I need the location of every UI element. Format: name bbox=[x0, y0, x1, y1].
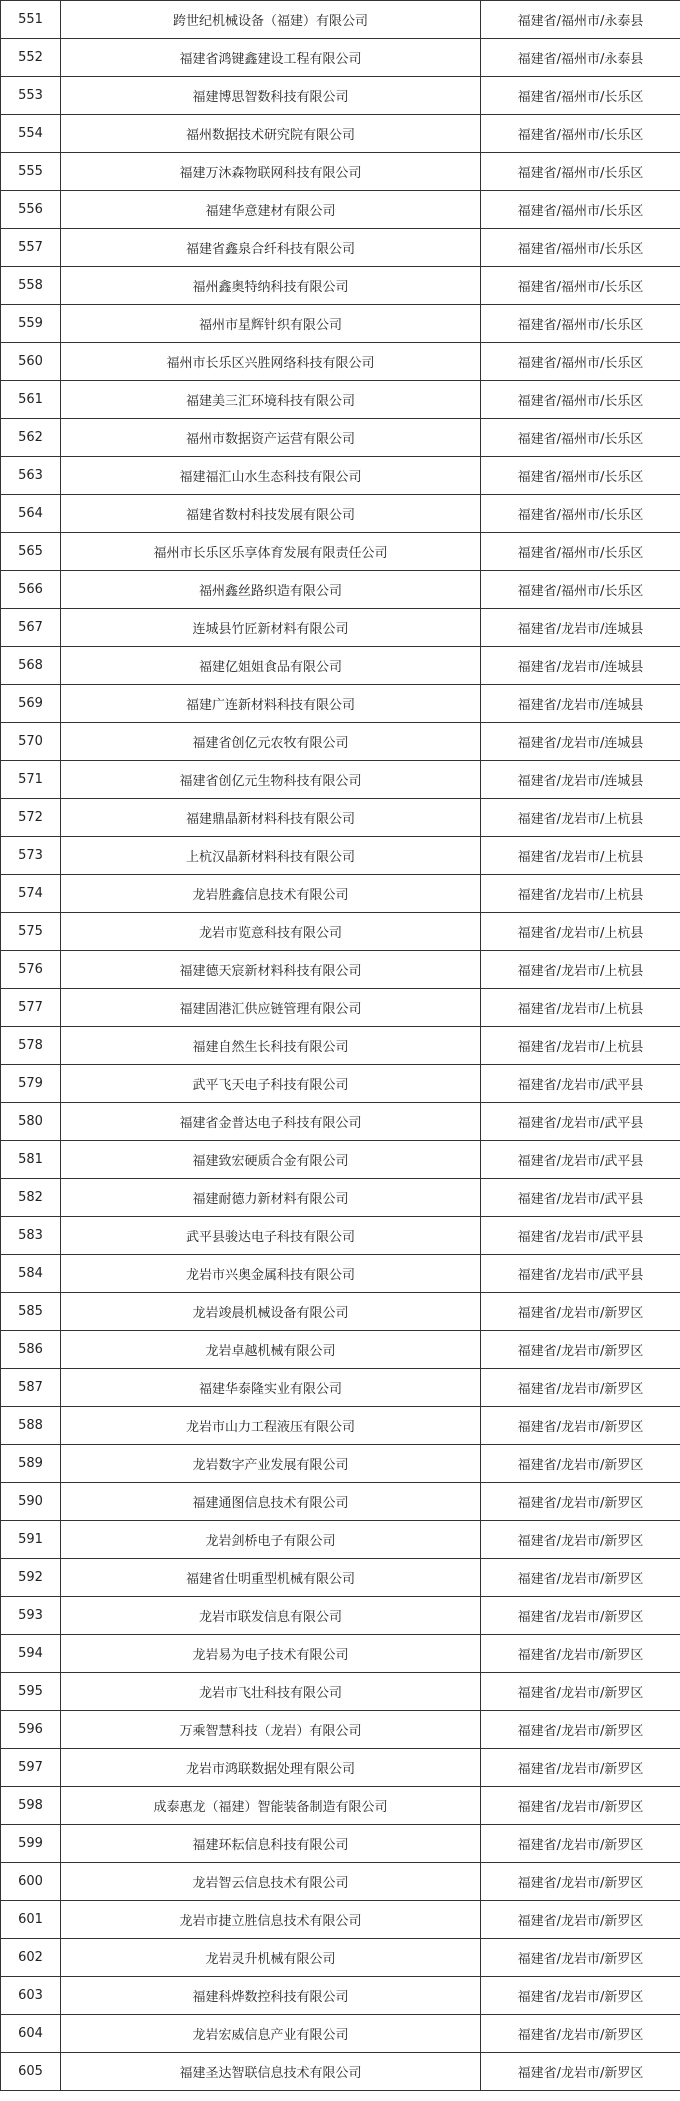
company-name-cell: 龙岩卓越机械有限公司 bbox=[61, 1331, 481, 1369]
company-name-cell: 龙岩市飞壮科技有限公司 bbox=[61, 1673, 481, 1711]
row-number-cell: 562 bbox=[1, 419, 61, 457]
company-name-cell: 福建华泰隆实业有限公司 bbox=[61, 1369, 481, 1407]
region-cell: 福建省/龙岩市/新罗区 bbox=[481, 1521, 680, 1559]
row-number-cell: 593 bbox=[1, 1597, 61, 1635]
row-number-cell: 558 bbox=[1, 267, 61, 305]
row-number-cell: 600 bbox=[1, 1863, 61, 1901]
region-cell: 福建省/龙岩市/新罗区 bbox=[481, 1901, 680, 1939]
table-row bbox=[1, 1863, 680, 1901]
region-cell: 福建省/龙岩市/新罗区 bbox=[481, 1331, 680, 1369]
company-name-cell: 武平飞天电子科技有限公司 bbox=[61, 1065, 481, 1103]
table-row bbox=[1, 1027, 680, 1065]
row-number-cell: 568 bbox=[1, 647, 61, 685]
region-cell: 福建省/福州市/长乐区 bbox=[481, 305, 680, 343]
company-name-cell: 福建省仕明重型机械有限公司 bbox=[61, 1559, 481, 1597]
region-cell: 福建省/龙岩市/武平县 bbox=[481, 1141, 680, 1179]
region-cell: 福建省/龙岩市/新罗区 bbox=[481, 1293, 680, 1331]
company-name-cell: 龙岩市捷立胜信息技术有限公司 bbox=[61, 1901, 481, 1939]
table-row bbox=[1, 2015, 680, 2053]
region-cell: 福建省/福州市/永泰县 bbox=[481, 1, 680, 39]
row-number-cell: 557 bbox=[1, 229, 61, 267]
table-row bbox=[1, 1179, 680, 1217]
table-row bbox=[1, 1103, 680, 1141]
row-number-cell: 560 bbox=[1, 343, 61, 381]
company-name-cell: 福建广连新材料科技有限公司 bbox=[61, 685, 481, 723]
table-row bbox=[1, 1939, 680, 1977]
region-cell: 福建省/龙岩市/武平县 bbox=[481, 1255, 680, 1293]
company-name-cell: 福建福汇山水生态科技有限公司 bbox=[61, 457, 481, 495]
table-row bbox=[1, 761, 680, 799]
table-row bbox=[1, 191, 680, 229]
company-name-cell: 福建耐德力新材料有限公司 bbox=[61, 1179, 481, 1217]
row-number-cell: 580 bbox=[1, 1103, 61, 1141]
region-cell: 福建省/福州市/长乐区 bbox=[481, 229, 680, 267]
region-cell: 福建省/龙岩市/新罗区 bbox=[481, 1597, 680, 1635]
row-number-cell: 581 bbox=[1, 1141, 61, 1179]
region-cell: 福建省/龙岩市/新罗区 bbox=[481, 1369, 680, 1407]
table-row bbox=[1, 1673, 680, 1711]
region-cell: 福建省/龙岩市/武平县 bbox=[481, 1179, 680, 1217]
region-cell: 福建省/福州市/长乐区 bbox=[481, 115, 680, 153]
company-name-cell: 龙岩智云信息技术有限公司 bbox=[61, 1863, 481, 1901]
region-cell: 福建省/龙岩市/上杭县 bbox=[481, 1027, 680, 1065]
row-number-cell: 564 bbox=[1, 495, 61, 533]
region-cell: 福建省/福州市/长乐区 bbox=[481, 267, 680, 305]
company-name-cell: 龙岩易为电子技术有限公司 bbox=[61, 1635, 481, 1673]
row-number-cell: 563 bbox=[1, 457, 61, 495]
table-row bbox=[1, 381, 680, 419]
company-name-cell: 福建德天宸新材料科技有限公司 bbox=[61, 951, 481, 989]
company-name-cell: 福建省创亿元生物科技有限公司 bbox=[61, 761, 481, 799]
company-name-cell: 成泰惠龙（福建）智能装备制造有限公司 bbox=[61, 1787, 481, 1825]
table-row bbox=[1, 723, 680, 761]
company-name-cell: 福建环耘信息科技有限公司 bbox=[61, 1825, 481, 1863]
row-number-cell: 601 bbox=[1, 1901, 61, 1939]
table-row bbox=[1, 609, 680, 647]
row-number-cell: 555 bbox=[1, 153, 61, 191]
table-row bbox=[1, 267, 680, 305]
table-row bbox=[1, 1, 680, 39]
region-cell: 福建省/龙岩市/连城县 bbox=[481, 647, 680, 685]
region-cell: 福建省/龙岩市/连城县 bbox=[481, 609, 680, 647]
row-number-cell: 567 bbox=[1, 609, 61, 647]
table-row bbox=[1, 2053, 680, 2091]
company-name-cell: 龙岩市山力工程液压有限公司 bbox=[61, 1407, 481, 1445]
row-number-cell: 577 bbox=[1, 989, 61, 1027]
company-name-cell: 福建美三汇环境科技有限公司 bbox=[61, 381, 481, 419]
region-cell: 福建省/龙岩市/新罗区 bbox=[481, 2053, 680, 2091]
row-number-cell: 572 bbox=[1, 799, 61, 837]
region-cell: 福建省/龙岩市/上杭县 bbox=[481, 799, 680, 837]
region-cell: 福建省/龙岩市/上杭县 bbox=[481, 875, 680, 913]
region-cell: 福建省/龙岩市/新罗区 bbox=[481, 1407, 680, 1445]
table-row bbox=[1, 1825, 680, 1863]
region-cell: 福建省/龙岩市/武平县 bbox=[481, 1065, 680, 1103]
row-number-cell: 597 bbox=[1, 1749, 61, 1787]
region-cell: 福建省/福州市/长乐区 bbox=[481, 77, 680, 115]
table-row bbox=[1, 1445, 680, 1483]
table-row bbox=[1, 1065, 680, 1103]
table-row bbox=[1, 1521, 680, 1559]
row-number-cell: 565 bbox=[1, 533, 61, 571]
company-name-cell: 龙岩市联发信息有限公司 bbox=[61, 1597, 481, 1635]
row-number-cell: 603 bbox=[1, 1977, 61, 2015]
company-name-cell: 福建省鑫泉合纤科技有限公司 bbox=[61, 229, 481, 267]
company-name-cell: 龙岩市鸿联数据处理有限公司 bbox=[61, 1749, 481, 1787]
company-name-cell: 连城县竹匠新材料有限公司 bbox=[61, 609, 481, 647]
company-name-cell: 龙岩胜鑫信息技术有限公司 bbox=[61, 875, 481, 913]
region-cell: 福建省/龙岩市/新罗区 bbox=[481, 1711, 680, 1749]
table-row bbox=[1, 1369, 680, 1407]
table-row bbox=[1, 1635, 680, 1673]
row-number-cell: 589 bbox=[1, 1445, 61, 1483]
company-name-cell: 福建省创亿元农牧有限公司 bbox=[61, 723, 481, 761]
table-row bbox=[1, 77, 680, 115]
company-name-cell: 福州市星辉针织有限公司 bbox=[61, 305, 481, 343]
region-cell: 福建省/福州市/长乐区 bbox=[481, 495, 680, 533]
row-number-cell: 573 bbox=[1, 837, 61, 875]
table-row bbox=[1, 1597, 680, 1635]
row-number-cell: 596 bbox=[1, 1711, 61, 1749]
company-name-cell: 龙岩市兴奥金属科技有限公司 bbox=[61, 1255, 481, 1293]
row-number-cell: 585 bbox=[1, 1293, 61, 1331]
table-row bbox=[1, 913, 680, 951]
row-number-cell: 559 bbox=[1, 305, 61, 343]
region-cell: 福建省/龙岩市/上杭县 bbox=[481, 951, 680, 989]
company-name-cell: 福州数据技术研究院有限公司 bbox=[61, 115, 481, 153]
region-cell: 福建省/龙岩市/新罗区 bbox=[481, 1673, 680, 1711]
row-number-cell: 591 bbox=[1, 1521, 61, 1559]
row-number-cell: 594 bbox=[1, 1635, 61, 1673]
company-name-cell: 福建万沐森物联网科技有限公司 bbox=[61, 153, 481, 191]
row-number-cell: 571 bbox=[1, 761, 61, 799]
table-row bbox=[1, 571, 680, 609]
company-name-cell: 福建省数村科技发展有限公司 bbox=[61, 495, 481, 533]
table-row bbox=[1, 153, 680, 191]
table-row bbox=[1, 1293, 680, 1331]
table-row bbox=[1, 1141, 680, 1179]
row-number-cell: 553 bbox=[1, 77, 61, 115]
row-number-cell: 587 bbox=[1, 1369, 61, 1407]
table-row bbox=[1, 875, 680, 913]
table-row bbox=[1, 1901, 680, 1939]
row-number-cell: 574 bbox=[1, 875, 61, 913]
region-cell: 福建省/龙岩市/新罗区 bbox=[481, 1749, 680, 1787]
row-number-cell: 598 bbox=[1, 1787, 61, 1825]
company-name-cell: 福建鼎晶新材料科技有限公司 bbox=[61, 799, 481, 837]
region-cell: 福建省/龙岩市/武平县 bbox=[481, 1217, 680, 1255]
table-row bbox=[1, 1977, 680, 2015]
region-cell: 福建省/福州市/长乐区 bbox=[481, 533, 680, 571]
company-name-cell: 福建通图信息技术有限公司 bbox=[61, 1483, 481, 1521]
row-number-cell: 570 bbox=[1, 723, 61, 761]
table-row bbox=[1, 647, 680, 685]
company-name-cell: 福建固港汇供应链管理有限公司 bbox=[61, 989, 481, 1027]
row-number-cell: 569 bbox=[1, 685, 61, 723]
company-name-cell: 福州鑫丝路织造有限公司 bbox=[61, 571, 481, 609]
row-number-cell: 551 bbox=[1, 1, 61, 39]
row-number-cell: 561 bbox=[1, 381, 61, 419]
region-cell: 福建省/龙岩市/新罗区 bbox=[481, 1977, 680, 2015]
table-row bbox=[1, 1217, 680, 1255]
region-cell: 福建省/龙岩市/新罗区 bbox=[481, 1939, 680, 1977]
row-number-cell: 595 bbox=[1, 1673, 61, 1711]
company-name-cell: 福建华意建材有限公司 bbox=[61, 191, 481, 229]
company-name-cell: 福建省金普达电子科技有限公司 bbox=[61, 1103, 481, 1141]
region-cell: 福建省/龙岩市/新罗区 bbox=[481, 1483, 680, 1521]
region-cell: 福建省/龙岩市/新罗区 bbox=[481, 1787, 680, 1825]
table-row bbox=[1, 305, 680, 343]
company-name-cell: 福建自然生长科技有限公司 bbox=[61, 1027, 481, 1065]
row-number-cell: 552 bbox=[1, 39, 61, 77]
row-number-cell: 575 bbox=[1, 913, 61, 951]
row-number-cell: 590 bbox=[1, 1483, 61, 1521]
company-name-cell: 福州市长乐区兴胜网络科技有限公司 bbox=[61, 343, 481, 381]
region-cell: 福建省/龙岩市/上杭县 bbox=[481, 989, 680, 1027]
row-number-cell: 605 bbox=[1, 2053, 61, 2091]
region-cell: 福建省/福州市/长乐区 bbox=[481, 153, 680, 191]
row-number-cell: 584 bbox=[1, 1255, 61, 1293]
region-cell: 福建省/龙岩市/新罗区 bbox=[481, 1559, 680, 1597]
table-row bbox=[1, 837, 680, 875]
table-row bbox=[1, 1749, 680, 1787]
company-name-cell: 武平县骏达电子科技有限公司 bbox=[61, 1217, 481, 1255]
region-cell: 福建省/龙岩市/新罗区 bbox=[481, 1445, 680, 1483]
row-number-cell: 599 bbox=[1, 1825, 61, 1863]
region-cell: 福建省/龙岩市/新罗区 bbox=[481, 1825, 680, 1863]
region-cell: 福建省/龙岩市/连城县 bbox=[481, 723, 680, 761]
company-name-cell: 福州鑫奥特纳科技有限公司 bbox=[61, 267, 481, 305]
row-number-cell: 602 bbox=[1, 1939, 61, 1977]
region-cell: 福建省/龙岩市/连城县 bbox=[481, 761, 680, 799]
row-number-cell: 578 bbox=[1, 1027, 61, 1065]
row-number-cell: 583 bbox=[1, 1217, 61, 1255]
company-name-cell: 龙岩宏威信息产业有限公司 bbox=[61, 2015, 481, 2053]
table-row bbox=[1, 799, 680, 837]
company-name-cell: 上杭汉晶新材料科技有限公司 bbox=[61, 837, 481, 875]
region-cell: 福建省/龙岩市/武平县 bbox=[481, 1103, 680, 1141]
company-name-cell: 龙岩竣晨机械设备有限公司 bbox=[61, 1293, 481, 1331]
table-row bbox=[1, 495, 680, 533]
table-row bbox=[1, 457, 680, 495]
company-name-cell: 龙岩市览意科技有限公司 bbox=[61, 913, 481, 951]
company-name-cell: 福建科烨数控科技有限公司 bbox=[61, 1977, 481, 2015]
region-cell: 福建省/龙岩市/新罗区 bbox=[481, 2015, 680, 2053]
company-name-cell: 福建亿姐姐食品有限公司 bbox=[61, 647, 481, 685]
table-row bbox=[1, 1559, 680, 1597]
company-name-cell: 福州市长乐区乐享体育发展有限责任公司 bbox=[61, 533, 481, 571]
region-cell: 福建省/福州市/永泰县 bbox=[481, 39, 680, 77]
row-number-cell: 592 bbox=[1, 1559, 61, 1597]
row-number-cell: 582 bbox=[1, 1179, 61, 1217]
company-list-table-body bbox=[1, 1, 680, 2091]
company-name-cell: 龙岩数字产业发展有限公司 bbox=[61, 1445, 481, 1483]
row-number-cell: 586 bbox=[1, 1331, 61, 1369]
region-cell: 福建省/龙岩市/上杭县 bbox=[481, 837, 680, 875]
table-row bbox=[1, 1331, 680, 1369]
table-row bbox=[1, 1407, 680, 1445]
region-cell: 福建省/福州市/长乐区 bbox=[481, 419, 680, 457]
company-name-cell: 龙岩剑桥电子有限公司 bbox=[61, 1521, 481, 1559]
company-name-cell: 福建圣达智联信息技术有限公司 bbox=[61, 2053, 481, 2091]
row-number-cell: 556 bbox=[1, 191, 61, 229]
table-row bbox=[1, 951, 680, 989]
company-name-cell: 福建省鸿键鑫建设工程有限公司 bbox=[61, 39, 481, 77]
row-number-cell: 588 bbox=[1, 1407, 61, 1445]
table-row bbox=[1, 229, 680, 267]
row-number-cell: 554 bbox=[1, 115, 61, 153]
region-cell: 福建省/福州市/长乐区 bbox=[481, 381, 680, 419]
table-row bbox=[1, 1255, 680, 1293]
table-row bbox=[1, 685, 680, 723]
company-name-cell: 万乘智慧科技（龙岩）有限公司 bbox=[61, 1711, 481, 1749]
table-row bbox=[1, 115, 680, 153]
row-number-cell: 576 bbox=[1, 951, 61, 989]
company-name-cell: 跨世纪机械设备（福建）有限公司 bbox=[61, 1, 481, 39]
region-cell: 福建省/福州市/长乐区 bbox=[481, 457, 680, 495]
region-cell: 福建省/龙岩市/连城县 bbox=[481, 685, 680, 723]
table-row bbox=[1, 343, 680, 381]
table-row bbox=[1, 39, 680, 77]
table-row bbox=[1, 1483, 680, 1521]
company-name-cell: 福建博思智数科技有限公司 bbox=[61, 77, 481, 115]
region-cell: 福建省/龙岩市/新罗区 bbox=[481, 1863, 680, 1901]
row-number-cell: 604 bbox=[1, 2015, 61, 2053]
table-row bbox=[1, 1787, 680, 1825]
region-cell: 福建省/福州市/长乐区 bbox=[481, 571, 680, 609]
region-cell: 福建省/龙岩市/上杭县 bbox=[481, 913, 680, 951]
company-name-cell: 福建致宏硬质合金有限公司 bbox=[61, 1141, 481, 1179]
region-cell: 福建省/福州市/长乐区 bbox=[481, 343, 680, 381]
table-row bbox=[1, 989, 680, 1027]
row-number-cell: 566 bbox=[1, 571, 61, 609]
table-row bbox=[1, 1711, 680, 1749]
table-row bbox=[1, 419, 680, 457]
region-cell: 福建省/福州市/长乐区 bbox=[481, 191, 680, 229]
region-cell: 福建省/龙岩市/新罗区 bbox=[481, 1635, 680, 1673]
row-number-cell: 579 bbox=[1, 1065, 61, 1103]
company-name-cell: 龙岩灵升机械有限公司 bbox=[61, 1939, 481, 1977]
company-name-cell: 福州市数据资产运营有限公司 bbox=[61, 419, 481, 457]
table-row bbox=[1, 533, 680, 571]
